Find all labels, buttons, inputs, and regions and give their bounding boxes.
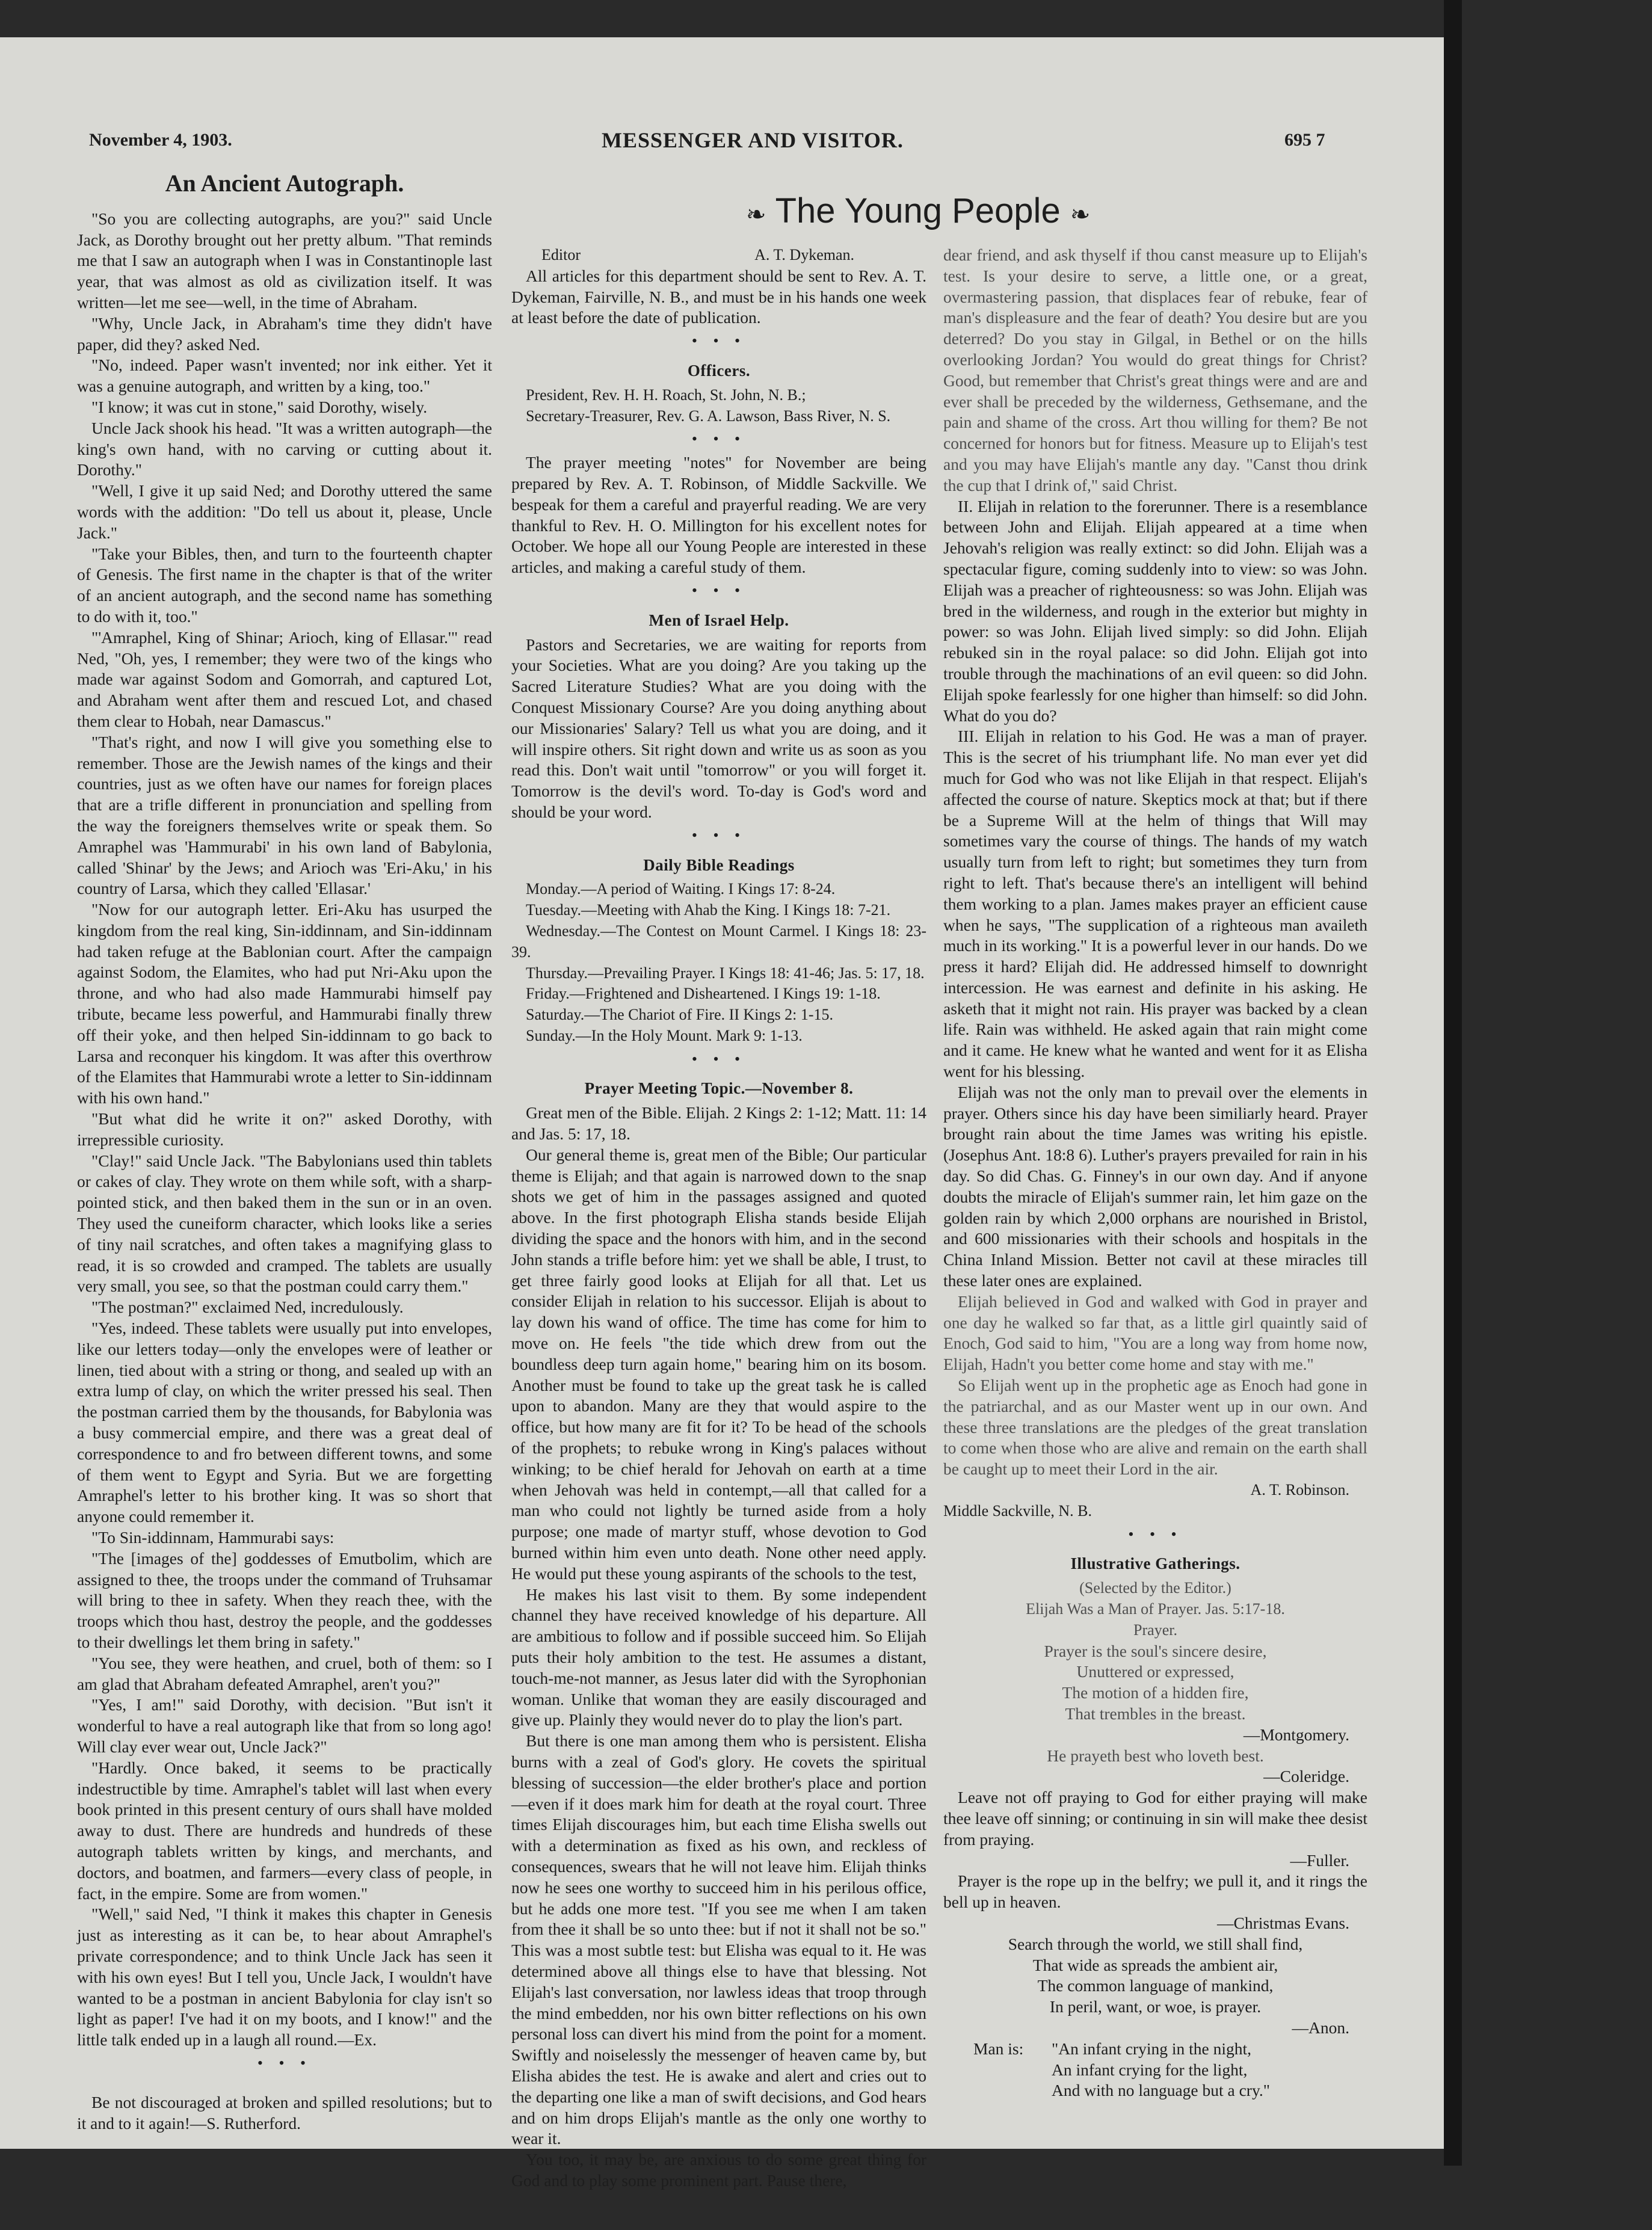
prayer-heading: Prayer.	[1133, 1621, 1177, 1639]
attribution: —Montgomery.	[1243, 1725, 1349, 1744]
section-separator: • • •	[691, 826, 747, 844]
paragraph-translation: So Elijah went up in the prophetic age as Enoch had gone in the patriarchal, and as our Master went up in our own. And these three translations are the pledges of the great translation to come when those who are alive and remain on the earth shall be caught up to meet their Lord in the air.	[943, 1376, 1367, 1479]
poem-line: Unuttered or expressed,	[1076, 1662, 1234, 1681]
article-title: An Ancient Autograph.	[165, 170, 404, 197]
paragraph: Uncle Jack shook his head. "It was a written autograph—the king's own hand, with no carving or cutting about it. Dorothy."	[77, 418, 492, 479]
paragraph: "Why, Uncle Jack, in Abraham's time they didn't have paper, did they? asked Ned.	[77, 313, 492, 354]
page-number: 695 7	[1284, 130, 1325, 150]
readings-heading: Daily Bible Readings	[643, 855, 795, 874]
section-separator: • • •	[691, 1050, 747, 1068]
israel-paragraph: Pastors and Secretaries, we are waiting for reports from your Societies. What are you doing? Are you taking up the Sacred Literature Studies? What are you doing with the Conquest Missionary Course? Are you doing anything about our Missionaries' Salary? Tell us what you are doing, and it will inspire others. Sit right down and write us as soon as you read this. Don't wait until "tomorrow" or you will forget it. Tomorrow is the devil's word. To-day is God's word and should be your word.	[511, 635, 926, 821]
topic-heading: Prayer Meeting Topic.—November 8.	[584, 1079, 854, 1098]
section-separator: • • •	[691, 581, 747, 599]
gatherings-heading: Illustrative Gatherings.	[1070, 1554, 1241, 1573]
attribution: —Anon.	[1292, 2018, 1349, 2037]
quote-evans: Prayer is the rope up in the belfry; we pull it, and it rings the bell up in heaven.	[943, 1871, 1367, 1912]
quote-coleridge: He prayeth best who loveth best.	[1047, 1746, 1264, 1765]
israel-heading: Men of Israel Help.	[649, 611, 789, 629]
quote-fuller: Leave not off praying to God for either praying will make thee leave off sinning; or continuing in sin will make thee desist from praying.	[943, 1788, 1367, 1849]
young-people-heading	[746, 191, 1090, 231]
poem-line: In peril, want, or woe, is prayer.	[1049, 1997, 1262, 2016]
reading-item: Tuesday.—Meeting with Ahab the King. I Kings 18: 7-21.	[526, 901, 891, 919]
young-people-continued	[943, 245, 1367, 2230]
paragraph: "Clay!" said Uncle Jack. "The Babylonians used thin tablets or cakes of clay. They wrote on them while soft, with a sharp-pointed stick, and then baked them in the sun or in an oven. They used the cuneiform character, which looks like a series of tiny nail scratches, and often takes a magnifying glass to read, it is so crowded and cramped. The tablets are usually very small, you see, so that the postman could carry them."	[77, 1151, 492, 1296]
paragraph-elements: Elijah was not the only man to prevail over the elements in prayer. Others since his day have been similiarly heard. Prayer brought rain about the time James was writing his epistle. (Josephus Ant. 18:8 6). Luther's prayers prevailed for rain in his day. So did Chas. G. Finney's in our own day. And if anyone doubts the miracle of Elijah's summer rain, let him gaze on the golden rain by which 2,000 orphans are nourished in Bristol, and 600 missionaries with their schools and hospitals in the China Inland Mission. Better not cavil at these miracles till these later ones are explained.	[943, 1082, 1367, 1290]
editor-name: A. T. Dykeman.	[754, 246, 854, 263]
poem-line: The common language of mankind,	[1037, 1976, 1274, 1995]
officers-heading: Officers.	[687, 361, 751, 380]
poem-man-is	[943, 2039, 1367, 2101]
reading-item: Monday.—A period of Waiting. I Kings 17: 8-24.	[526, 880, 836, 898]
paragraph: "No, indeed. Paper wasn't invented; nor ink either. Yet it was a genuine autograph, and written by a king, too."	[77, 356, 492, 396]
paragraph: "Hardly. Once baked, it seems to be practically indestructible by time. Amraphel's tablet will last when every book printed in this present century of ours shall have molded away to dust. There are hundreds and hundreds of these autograph tablets written by kings, and merchants, and doctors, and boatmen, and farmers—every class of people, in fact, in the empire. Some are from women."	[77, 1758, 492, 1903]
paragraph: "Take your Bibles, then, and turn to the fourteenth chapter of Genesis. The first name in the chapter is that of the writer of an ancient autograph, and the second name has something to do with it, too."	[77, 544, 492, 626]
paragraph: "You see, they were heathen, and cruel, both of them: so I am glad that Abraham defeated Amraphel, aren't you?"	[77, 1653, 492, 1693]
paragraph: "To Sin-iddinnam, Hammurabi says:	[91, 1528, 334, 1547]
article-ancient-autograph	[77, 158, 492, 2143]
paragraph-forerunner: II. Elijah in relation to the forerunner. There is a resemblance between John and Elijah. Elijah appeared at a time when Jehovah's religion was really extinct: so did John. Elijah was a spectacular figure, coming suddenly into to view: so was John. Elijah was a preacher of righteousness: so was John. Elijah was bred in the wilderness, and rough in the exterior but mighty in power: so was John. Elijah lived simply: so did John. Elijah rebuked sin in the royal palace: so did John. Elijah got into trouble through the machinations of an evil queen: so did John. Elijah spoke fearlessly for one higher than himself: so did John. What do you do?	[943, 496, 1367, 725]
gatherings-theme: Elijah Was a Man of Prayer. Jas. 5:17-18.	[1026, 1600, 1285, 1618]
masthead	[0, 91, 1444, 158]
paragraph: "But what did he write it on?" asked Dorothy, with irrepressible curiosity.	[77, 1109, 492, 1149]
paragraph: "Well," said Ned, "I think it makes this chapter in Genesis just as interesting as it can be, to hear about Amraphel's private correspondence; and to think Uncle Jack has seen it with his own eyes! But I tell you, Uncle Jack, I wouldn't have wanted to be a postman in ancient Babylonia for clay isn't so light as paper! I've had it on my boots, and I know!" and the little talk ended up in a laugh all round.—Ex.	[77, 1905, 492, 2050]
closing-quote: Be not discouraged at broken and spilled resolutions; but to it and to it again!—S. Rutherford.	[77, 2092, 492, 2133]
poem-label: Man is:	[973, 2039, 1024, 2058]
editor-label: Editor	[541, 246, 581, 263]
paragraph: "'Amraphel, King of Shinar; Arioch, king of Ellasar.'" read Ned, "Oh, yes, I remember; they were two of the kings who made war against Sodom and Gomorrah, and captured Lot, and Abraham went after them and rescued Lot, and chased them clear to Hobah, near Damascus."	[77, 627, 492, 730]
poem-line: That trembles in the breast.	[1065, 1704, 1246, 1723]
paragraph: "I know; it was cut in stone," said Dorothy, wisely.	[91, 397, 428, 416]
gatherings-subtitle: (Selected by the Editor.)	[1079, 1579, 1231, 1597]
poem-line: And with no language but a cry."	[1052, 2081, 1271, 2100]
poem-line: "An infant crying in the night,	[1052, 2039, 1252, 2058]
paragraph: "The [images of the] goddesses of Emutbolim, which are assigned to thee, the troops under the command of Truhsamar will bring to thee in safety. When they reach thee, with the troops which thou hast, destroy the people, and the goddesses to their dwellings let them bring in safety."	[77, 1548, 492, 1651]
poem-line: The motion of a hidden fire,	[1062, 1683, 1249, 1702]
reading-item: Saturday.—The Chariot of Fire. II Kings 2: 1-15.	[526, 1006, 833, 1024]
newspaper-page	[0, 37, 1444, 2190]
reading-item: Wednesday.—The Contest on Mount Carmel. I Kings 18: 23-39.	[511, 922, 926, 961]
ornament-left-icon: ❧	[746, 202, 766, 228]
poem-lines	[1052, 2039, 1270, 2101]
paragraph-walked-with-god: Elijah believed in God and walked with God in prayer and one day he walked so far that, as a little girl quaintly said of Enoch, God said to him, "You are a long way from home now, Elijah, Hadn't you better come home and stay with me."	[943, 1292, 1367, 1374]
poem-line: Prayer is the soul's sincere desire,	[1044, 1641, 1267, 1660]
paragraph: "Yes, I am!" said Dorothy, with decision. "But isn't it wonderful to have a real autograph like that from so long ago! Will clay ever wear out, Uncle Jack?"	[77, 1695, 492, 1756]
continued-paragraph: dear friend, and ask thyself if thou canst measure up to Elijah's test. Is your desire to serve, a little one, or a great, overmastering passion, that displaces fear of rebuke, fear of man's displeasure and the fear of death? You desire but are you deterred? Do you stay in Gilgal, in Bethel or on the hills overlooking Jordan? You would do great things for Christ? Good, but remember that Christ's great things were and are and ever shall be preceded by the wilderness, Gethsemane, and the pain and shame of the cross. Art thou willing for them? Be not concerned for honors but for fitness. Measure up to Elijah's test and you may have Elijah's mantle any day. "Canst thou drink the cup that I drink of," said Christ.	[943, 245, 1367, 494]
officer-secretary: Secretary-Treasurer, Rev. G. A. Lawson, Bass River, N. S.	[526, 407, 891, 425]
poem-montgomery	[943, 1641, 1367, 1725]
young-people-column	[511, 245, 926, 2230]
paragraph: "So you are collecting autographs, are you?" said Uncle Jack, as Dorothy brought out her pretty album. "That reminds me that I saw an autograph when I was in Constantinople last year, that was almost as old as civilization itself. It was written—let me see—well, in the time of Abraham.	[77, 209, 492, 312]
topic-paragraph: But there is one man among them who is persistent. Elisha burns with a zeal of God's glory. He covets the spiritual blessing of succession—the elder brother's place and portion—even if it does mark him for death at the royal court. Three times Elijah discourages him, but each time Elisha swells out with a determination as fixed as his own, and reckless of consequences, swears that he will not leave him. Elijah thinks now he sees one worthy to succeed him in his perilous office, but he adds one more test. "If you see me when I am taken from thee it shall be so unto thee: but if not it shall not be so." This was a most subtle test: but Elisha was equal to it. He was determined above all things else to have that blessing. Not Elijah's last conversation, nor lawless ideas that troop through the mind embedden, nor his own bitter reflections on his own personal loss can divert his mind from the point for a moment. Swiftly and noiselessly the messenger of heaven came by, but Elisha abides the test. He is awake and alert and cries out to the departing one like a man of swift decisions, and God hears and on him drops Elijah's mantle as the only one worthy to wear it.	[511, 1731, 926, 2148]
section-separator: • • •	[691, 332, 747, 350]
issue-date: November 4, 1903.	[89, 130, 232, 150]
topic-reference: Great men of the Bible. Elijah. 2 Kings 2: 1-12; Matt. 11: 14 and Jas. 5: 17, 18.	[511, 1103, 926, 1144]
topic-paragraph: Our general theme is, great men of the Bible; Our particular theme is Elijah; and that again is narrowed down to the snap shots we get of him in the passages assigned and quoted above. In the first photograph Elisha stands beside Elijah dividing the space and the honors with him, and in the second John stands a trifle before him: yet we shall be able, I trust, to get three fairly good looks at Elijah for all that. Let us consider Elijah in relation to his successor. Elijah is about to lay down his wand of office. The time has come for him to move on. He feels "the tide which drew from out the boundless deep turn again home," bearing him on its bosom. Another must be found to take up the great task he is called upon to abandon. Many are they that would aspire to the office, but how many are fit for it? To be head of the schools of the prophets; to rebuke wrong in King's palaces without winking; to be chief herald for Jehovah on earth at a time when Jehovah was held in contempt,—all that called for a man who could not lightly be turned aside from a holy purpose; one made of martyr stuff, whose devotion to God burned within him even unto death. None other need apply. He would put these young aspirants of the schools to the test,	[511, 1145, 926, 1583]
officer-president: President, Rev. H. H. Roach, St. John, N. B.;	[526, 386, 806, 404]
poem-line: An infant crying for the light,	[1052, 2060, 1248, 2079]
paragraph: "Yes, indeed. These tablets were usually put into envelopes, like our letters today—only the envelopes were of leather or linen, tied about with a string or thong, and sealed up with an extra lump of clay, on which the writer pressed his seal. Then the postman carried them by the thousands, for Babylonia was a busy commercial empire, and there was a great deal of correspondence to and fro between different towns, and some of them went to Egypt and Syria. But we are forgetting Amraphel's letter to his brother king. It was so short that anyone could remember it.	[77, 1319, 492, 1526]
poem-line: That wide as spreads the ambient air,	[1032, 1955, 1278, 1974]
newspaper-title: MESSENGER AND VISITOR.	[602, 128, 904, 152]
paragraph: "The postman?" exclaimed Ned, incredulously.	[91, 1298, 404, 1317]
reading-item: Sunday.—In the Holy Mount. Mark 9: 1-13.	[526, 1026, 803, 1044]
poem-anon	[943, 1934, 1367, 2018]
editor-line	[511, 245, 926, 266]
topic-paragraph: He makes his last visit to them. By some independent channel they have received knowledge of his departure. All are ambitious to follow and if possible succeed him. So Elijah puts their holy ambition to the test. He assumes a distant, touch-me-not manner, as Jesus later did with the Syrophonian woman. Unlike that woman they are easily discouraged and give up. Plainly they would never do to play the lion's part.	[511, 1585, 926, 1729]
page-edge-shadow	[1444, 0, 1462, 2166]
paragraph-prayer: III. Elijah in relation to his God. He was a man of prayer. This is the secret of his triumphant life. No man ever yet did much for God who was not like Elijah in that respect. Elijah's affected the course of nature. Skeptics mock at that; but if there be a Supreme Will at the helm of things that Will may sometimes vary the course of things. The hands of my watch usually turn from left to right; but sometimes they turn from right to left. That's because there's an intelligent will behind them working to a plan. James makes prayer an efficient cause when he says, "The supplication of a righteous man availeth much in its working." It is a powerful lever in our hands. Do we press it hard? Elijah did. He addressed himself to downright intercession. He was earnest and definite in his asking. He asketh that it might not rain. His prayer was backed by a clean life. Rain was withheld. He asked again that rain might come and it came. He knew what he wanted and went for it as Elisha went for his blessing.	[943, 727, 1367, 1081]
author-signature: A. T. Robinson.	[1250, 1481, 1349, 1499]
notes-paragraph: The prayer meeting "notes" for November are being prepared by Rev. A. T. Robinson, of Middle Sackville. We bespeak for them a careful and prayerful reading. We are very thankful to Rev. H. O. Millington for his excellent notes for October. We hope all our Young People are interested in these articles, and making a careful study of them.	[511, 453, 926, 577]
paragraph: "Now for our autograph letter. Eri-Aku has usurped the kingdom from the real king, Sin-iddinnam, and Sin-iddinnam had taken refuge at the Bablonian court. After the campaign against Sodom, the Elamites, who had put Nri-Aku upon the throne, and who had also made Hammurabi himself pay tribute, became less powerful, and Hammurabi finally threw off their yoke, and then helped Sin-iddinnam to go back to Larsa and reconquer his kingdom. It was after this overthrow of the Elamites that Hammurabi wrote a letter to Sin-iddinnam with his own hand."	[77, 900, 492, 1107]
submission-note: All articles for this department should be sent to Rev. A. T. Dykeman, Fairville, N. B., and must be in his hands one week at least before the date of publication.	[511, 266, 926, 327]
topic-paragraph: You too, it may be, are anxious to do some great thing for God and to play some prominent part. Pause there,	[511, 2150, 926, 2190]
section-separator: • • •	[257, 2054, 312, 2072]
paragraph: "That's right, and now I will give you something else to remember. Those are the Jewish names of the kings and their countries, just as we often have our names for foreign places that are a trifle different in pronunciation and spelling from the way the foreigners themselves write or speak them. So Amraphel was 'Hammurabi' in his own land of Babylonia, called 'Shinar' by the Jews; and Arioch was 'Eri-Aku,' in his country of Larsa, which they called 'Ellasar.'	[77, 732, 492, 898]
section-separator: • • •	[691, 430, 747, 448]
section-title: The Young People	[775, 191, 1061, 230]
author-place: Middle Sackville, N. B.	[943, 1502, 1092, 1520]
attribution: —Fuller.	[1290, 1850, 1349, 1870]
attribution: —Coleridge.	[1263, 1767, 1349, 1786]
reading-item: Friday.—Frightened and Disheartened. I Kings 19: 1-18.	[526, 985, 881, 1003]
ornament-right-icon: ❧	[1070, 202, 1091, 228]
attribution: —Christmas Evans.	[1217, 1913, 1349, 1932]
reading-item: Thursday.—Prevailing Prayer. I Kings 18: 41-46; Jas. 5: 17, 18.	[526, 964, 925, 982]
poem-line: Search through the world, we still shall find,	[1008, 1934, 1303, 1953]
paragraph: "Well, I give it up said Ned; and Dorothy uttered the same words with the addition: "Do tell us about it, please, Uncle Jack."	[77, 481, 492, 542]
section-separator: • • •	[1128, 1525, 1183, 1543]
